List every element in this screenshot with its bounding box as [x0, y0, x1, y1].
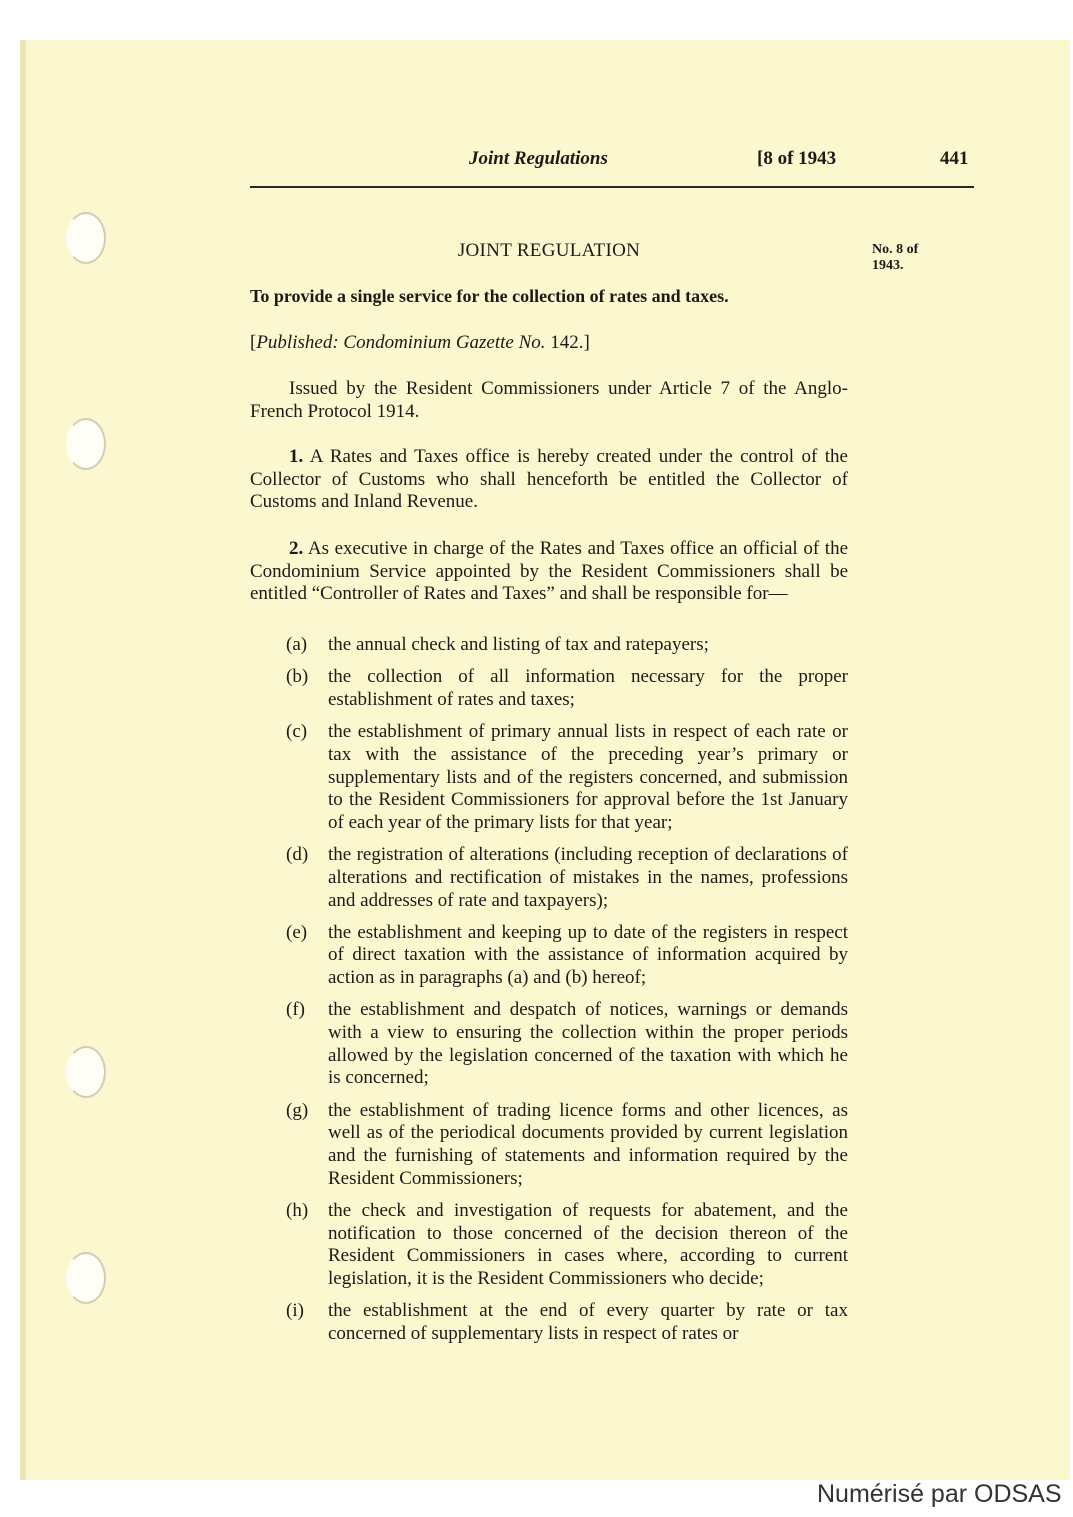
punch-hole-2	[66, 418, 106, 470]
item-letter: (b)	[286, 666, 309, 688]
item-text: the establishment and despatch of notices, warnings or demands with a view to ensuring the collection within the proper periods allowed by the legislation concerned of the taxation with which he is concerned;	[328, 999, 848, 1089]
item-letter: (f)	[286, 999, 305, 1021]
responsibility-list	[286, 634, 848, 1355]
list-item	[286, 666, 848, 711]
list-item	[286, 1200, 848, 1291]
item-text: the collection of all information necessary for the proper establishment of rates and taxes;	[328, 666, 848, 710]
list-item	[286, 999, 848, 1090]
document-subtitle: To provide a single service for the collection of rates and taxes.	[250, 286, 729, 306]
item-text: the check and investigation of requests for abatement, and the notification to those concerned of the decision thereon of the Resident Commissioners in cases where, according to current legislation, it is the Resident Commissioners who decide;	[328, 1199, 848, 1290]
item-letter: (d)	[286, 844, 309, 866]
list-item	[286, 1300, 848, 1345]
running-title: Joint Regulations	[469, 148, 608, 169]
item-text: the registration of alterations (including reception of declarations of alterations and rectification of mistakes in the names, professions and addresses of rate and taxpayers);	[328, 844, 848, 911]
list-item	[286, 721, 848, 835]
list-item	[286, 634, 848, 657]
item-letter: (i)	[286, 1300, 304, 1322]
list-item	[286, 844, 848, 912]
page-number: 441	[940, 148, 969, 169]
item-letter: (e)	[286, 921, 308, 943]
section-2-paragraph	[250, 538, 848, 606]
publication-note	[250, 332, 850, 354]
item-letter: (c)	[286, 721, 308, 743]
punch-hole-1	[66, 212, 106, 264]
publication-number: 142.]	[545, 332, 590, 353]
margin-note-line-1: No. 8 of	[872, 242, 919, 257]
document-title: JOINT REGULATION	[457, 240, 641, 261]
item-text: the establishment and keeping up to date of the registers in respect of direct taxation with the assistance of information acquired by action as in paragraphs (a) and (b) hereof;	[328, 921, 848, 989]
publication-bracket: [	[250, 332, 257, 353]
punch-hole-4	[66, 1252, 106, 1304]
list-item	[286, 922, 848, 990]
intro-text: Issued by the Resident Commissioners under Article 7 of the Anglo-French Protocol 1914.	[250, 378, 848, 422]
page-header	[0, 148, 1073, 178]
item-text: the establishment of trading licence forms and other licences, as well as of the periodical documents provided by current legislation and the furnishing of statements and information required by the Resident Commissioners;	[328, 1099, 848, 1189]
item-letter: (g)	[286, 1099, 309, 1121]
margin-note-line-2: 1943.	[872, 258, 904, 273]
item-text: the annual check and listing of tax and ratepayers;	[328, 634, 709, 655]
item-text: the establishment of primary annual lists in respect of each rate or tax with the assistance of the preceding year’s primary or supplementary lists and of the registers concerned, and submission to the Resident Commissioners for approval before the 1st January of each year of the primary lists for that year;	[328, 721, 848, 833]
paper-edge	[20, 40, 26, 1480]
section-2	[250, 538, 848, 606]
item-letter: (h)	[286, 1199, 309, 1221]
list-item	[286, 1100, 848, 1191]
margin-note	[872, 242, 952, 274]
regulation-reference: [8 of 1943	[757, 148, 837, 169]
section-1	[250, 446, 848, 514]
section-2-number: 2.	[289, 538, 304, 559]
item-letter: (a)	[286, 634, 308, 655]
header-divider	[250, 186, 974, 188]
section-1-number: 1.	[289, 446, 304, 467]
section-1-text: A Rates and Taxes office is hereby created under the control of the Collector of Customs who shall henceforth be entitled the Collector of Customs and Inland Revenue.	[250, 446, 848, 513]
section-2-text: As executive in charge of the Rates and Taxes office an official of the Condominium Service appointed by the Resident Commissioners shall be entitled “Controller of Rates and Taxes” and shall be responsible for—	[250, 538, 849, 605]
section-1-paragraph	[250, 446, 848, 514]
intro-paragraph	[250, 378, 848, 423]
punch-hole-3	[66, 1046, 106, 1098]
item-text: the establishment at the end of every quarter by rate or tax concerned of supplementary lists in respect of rates or	[328, 1300, 848, 1344]
publication-text: Published: Condominium Gazette No.	[256, 332, 546, 353]
digitization-watermark: Numérisé par ODSAS	[817, 1480, 1062, 1508]
